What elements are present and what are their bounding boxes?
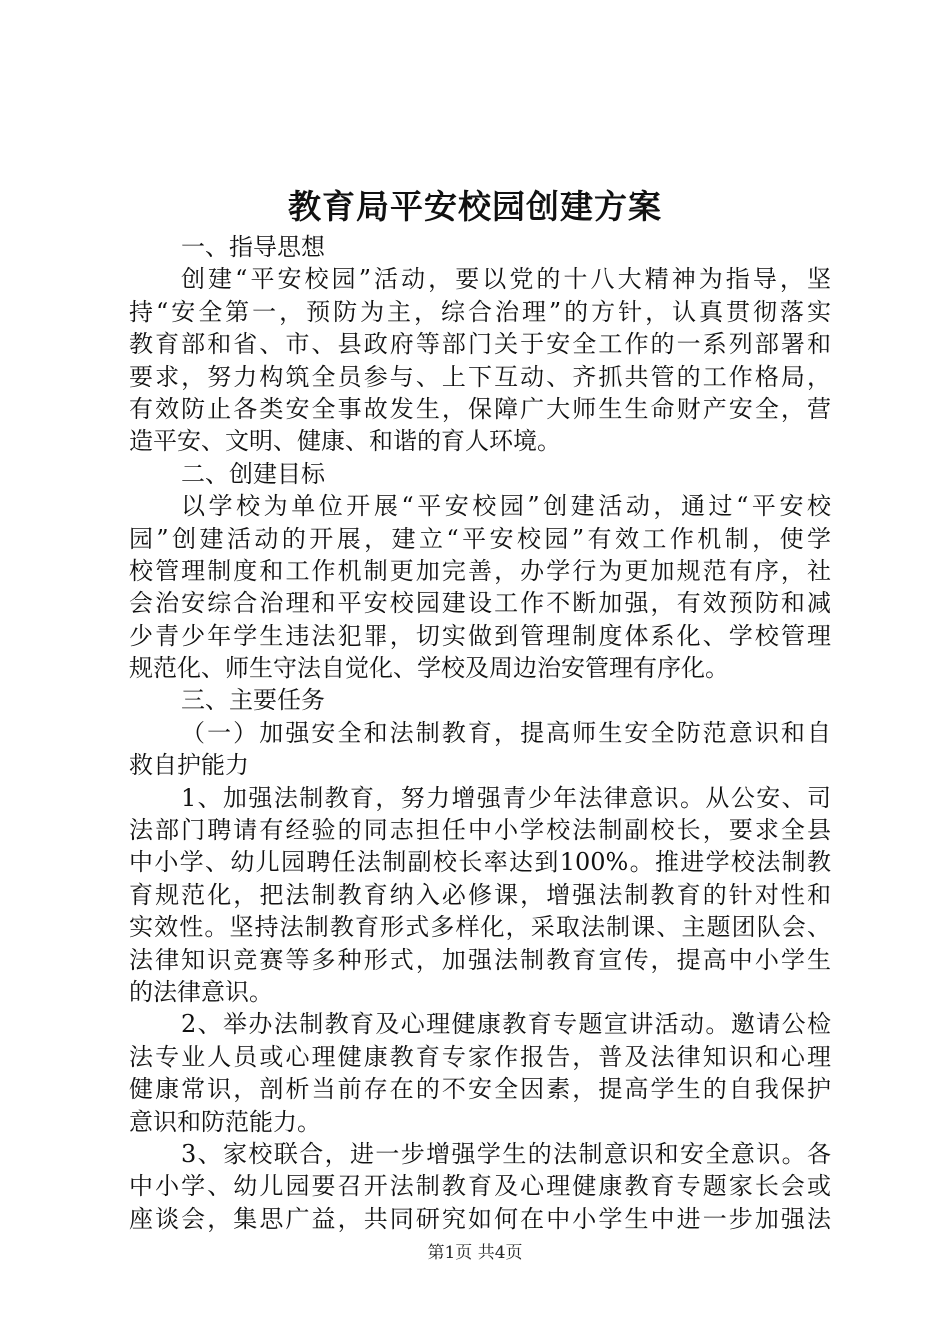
paragraph-line: 1、加强法制教育，努力增强青少年法律意识。从公安、司 bbox=[181, 783, 831, 812]
paragraph-line: 的法律意识。 bbox=[129, 977, 273, 1006]
page-footer: 第1页 共4页 bbox=[427, 1243, 523, 1263]
paragraph-line: 规范化、师生守法自觉化、学校及周边治安管理有序化。 bbox=[129, 654, 729, 683]
paragraph-line: 持“安全第一，预防为主，综合治理”的方针，认真贯彻落实 bbox=[129, 297, 831, 326]
paragraph-line: 法专业人员或心理健康教育专家作报告，普及法律知识和心理 bbox=[129, 1042, 831, 1071]
paragraph-line: 3、家校联合，进一步增强学生的法制意识和安全意识。各 bbox=[181, 1139, 831, 1168]
paragraph-line: 健康常识，剖析当前存在的不安全因素，提高学生的自我保护 bbox=[129, 1075, 831, 1104]
paragraph-line: （一）加强安全和法制教育，提高师生安全防范意识和自 bbox=[181, 718, 831, 747]
paragraph-line: 座谈会，集思广益，共同研究如何在中小学生中进一步加强法 bbox=[129, 1204, 831, 1233]
paragraph-line: 意识和防范能力。 bbox=[129, 1107, 321, 1136]
paragraph-line: 少青少年学生违法犯罪，切实做到管理制度体系化、学校管理 bbox=[129, 621, 831, 650]
document-title: 教育局平安校园创建方案 bbox=[288, 187, 662, 226]
paragraph-line: 教育部和省、市、县政府等部门关于安全工作的一系列部署和 bbox=[129, 330, 831, 359]
paragraph-line: 有效防止各类安全事故发生，保障广大师生生命财产安全，营 bbox=[129, 394, 831, 423]
paragraph-line: 救自护能力 bbox=[129, 751, 249, 780]
paragraph-line: 2、举办法制教育及心理健康教育专题宣讲活动。邀请公检 bbox=[181, 1010, 831, 1039]
paragraph-line: 以学校为单位开展“平安校园”创建活动，通过“平安校 bbox=[181, 492, 831, 521]
paragraph-line: 会治安综合治理和平安校园建设工作不断加强，有效预防和减 bbox=[129, 589, 831, 618]
paragraph-line: 法部门聘请有经验的同志担任中小学校法制副校长，要求全县 bbox=[129, 816, 831, 845]
section-heading: 一、指导思想 bbox=[181, 233, 325, 261]
paragraph-line: 中小学、幼儿园要召开法制教育及心理健康教育专题家长会或 bbox=[129, 1172, 831, 1201]
paragraph-line: 要求，努力构筑全员参与、上下互动、齐抓共管的工作格局， bbox=[129, 362, 831, 391]
paragraph-line: 育规范化，把法制教育纳入必修课，增强法制教育的针对性和 bbox=[129, 880, 831, 909]
paragraph-line: 中小学、幼儿园聘任法制副校长率达到100%。推进学校法制教 bbox=[129, 848, 831, 877]
section-heading: 三、主要任务 bbox=[181, 686, 325, 715]
paragraph-line: 校管理制度和工作机制更加完善，办学行为更加规范有序，社 bbox=[129, 556, 831, 585]
document-body bbox=[129, 231, 831, 1235]
paragraph-line: 法律知识竞赛等多种形式，加强法制教育宣传，提高中小学生 bbox=[129, 945, 831, 974]
paragraph-line: 创建“平安校园”活动，要以党的十八大精神为指导，坚 bbox=[181, 265, 831, 294]
paragraph-line: 实效性。坚持法制教育形式多样化，采取法制课、主题团队会、 bbox=[129, 913, 831, 942]
paragraph-line: 造平安、文明、健康、和谐的育人环境。 bbox=[129, 427, 561, 456]
paragraph-line: 园”创建活动的开展，建立“平安校园”有效工作机制，使学 bbox=[129, 524, 831, 553]
section-heading: 二、创建目标 bbox=[181, 459, 325, 488]
